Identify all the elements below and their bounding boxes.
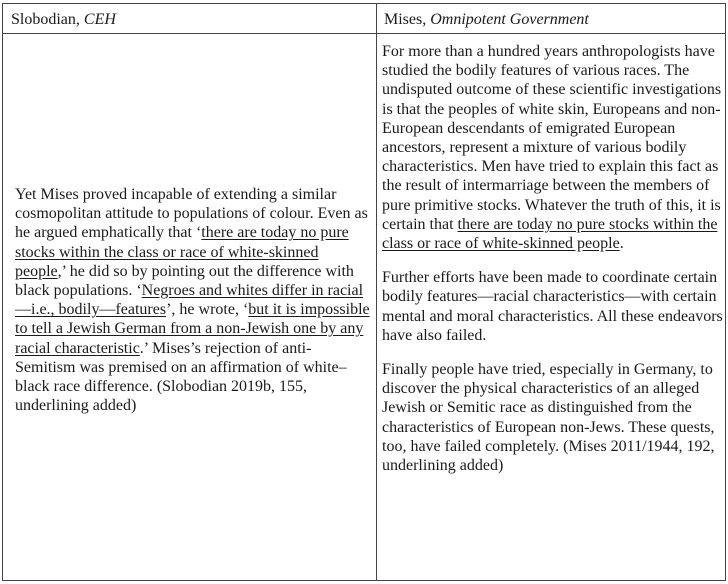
header-author-left: Slobodian, <box>11 11 84 28</box>
left-underlined-1: there are today no pure stocks within the class or race of white-skinned people <box>15 224 349 280</box>
column-divider <box>376 4 377 580</box>
mises-p1-text: For more than a hundred years anthropologists have studied the bodily features of various races. The undisputed outcome of these scientific investigations is that the peoples of white skin, Europeans and non-European descendants of emigrated European ancestors, represent a mixture of various bodily characteristics. Men have tried to explain this fact as the result of intermarriage between the members of pure primitive stocks. Whatever the truth of this, it is certain that <box>382 43 722 233</box>
header-divider <box>3 33 725 34</box>
header-work-right: Omnipotent Government <box>430 11 589 28</box>
left-text-1: Yet Mises proved incapable of extending a similar cosmopolitan attitude to populations of colour. Even as he argued emphatically that ‘ <box>15 186 368 242</box>
mises-paragraph-1 <box>382 42 726 253</box>
mises-excerpt <box>382 42 726 475</box>
slobodian-excerpt <box>15 185 371 415</box>
left-text-4: .’ Mises’s rejection of anti-Semitism was premised on an affirmation of white–black race difference. (Slobodian 2019b, 155, underlining added) <box>15 339 347 415</box>
left-text-3: ’, he wrote, ‘ <box>166 301 249 319</box>
comparison-table <box>2 3 726 581</box>
mises-paragraph-2: Further efforts have been made to coordinate certain bodily features—racial characteristics—with certain mental and moral characteristics. All these endeavors have also failed. <box>382 269 723 344</box>
mises-p1-underlined: there are today no pure stocks within the class or race of white-skinned people <box>382 215 718 253</box>
mises-paragraph-3: Finally people have tried, especially in Germany, to discover the physical characteristics of an alleged Jewish or Semitic race as distinguished from the characteristics of European non-Jews. These quests, too, have failed completely. (Mises 2011/1944, 192, underlining added) <box>382 361 715 475</box>
mises-p1-end: . <box>619 235 624 253</box>
header-slobodian <box>11 10 116 30</box>
left-underlined-3: but it is impossible to tell a Jewish German from a non-Jewish one by any racial characteristic <box>15 301 370 357</box>
header-mises <box>384 10 589 30</box>
left-underlined-2: Negroes and whites differ in racial—i.e., bodily—features <box>15 282 364 319</box>
left-text-2: ,’ he did so by pointing out the difference with black populations. ‘ <box>15 262 354 300</box>
header-author-right: Mises, <box>384 11 431 28</box>
header-work-left: CEH <box>83 11 116 28</box>
